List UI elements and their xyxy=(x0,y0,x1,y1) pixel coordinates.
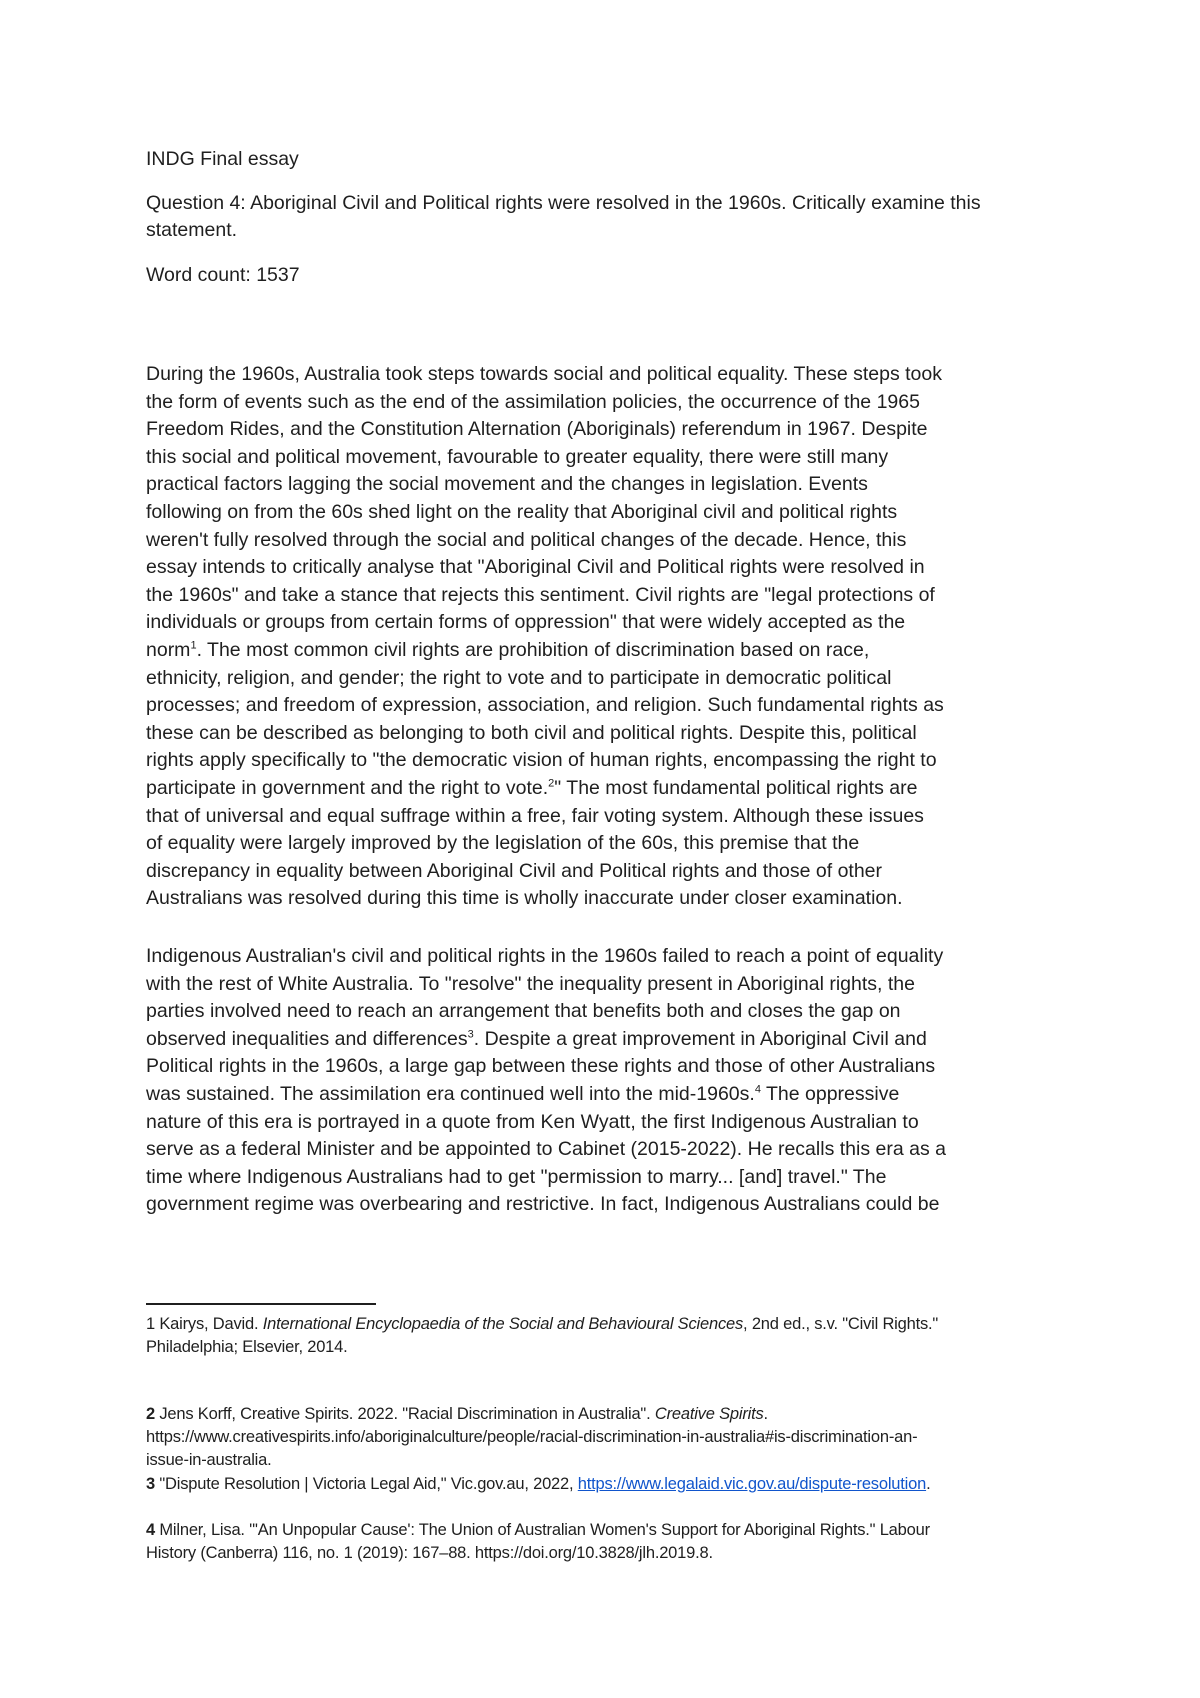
text-line: Freedom Rides, and the Constitution Alternation (Aboriginals) referendum in 1967. Despite xyxy=(146,418,928,441)
footnote-number: 4 xyxy=(146,1521,155,1539)
text-segment: The oppressive xyxy=(760,1082,900,1105)
text-line: essay intends to critically analyse that "Aboriginal Civil and Political rights were resolved in xyxy=(146,556,925,579)
footnote-line: Philadelphia; Elsevier, 2014. xyxy=(146,1338,348,1356)
text-segment: " The most fundamental political rights are xyxy=(554,776,918,799)
footnote-text: Jens Korff, Creative Spirits. 2022. "Racial Discrimination in Australia". xyxy=(154,1405,655,1423)
text-line xyxy=(146,1026,1076,1054)
footnote-3 xyxy=(146,1473,1076,1496)
footnote-text: . xyxy=(763,1405,768,1423)
text-segment: observed inequalities and differences xyxy=(146,1027,468,1050)
footnote-2 xyxy=(146,1403,1076,1472)
footnote-text: , 2nd ed., s.v. "Civil Rights." xyxy=(743,1315,939,1333)
footnote-ref-4[interactable]: 4 xyxy=(754,1083,761,1096)
footnote-link[interactable]: https://www.legalaid.vic.gov.au/dispute-resolution xyxy=(577,1475,927,1493)
text-line: rights apply specifically to "the democratic vision of human rights, encompassing the right to xyxy=(146,749,937,772)
text-line xyxy=(146,637,1076,665)
footnote-text: "Dispute Resolution | Victoria Legal Aid," Vic.gov.au, 2022, xyxy=(154,1475,578,1493)
text-line xyxy=(146,775,1076,803)
text-line: Australians was resolved during this time is wholly inaccurate under closer examination. xyxy=(146,887,903,910)
text-segment: . Despite a great improvement in Aboriginal Civil and xyxy=(473,1027,927,1050)
text-line: weren't fully resolved through the social and political changes of the decade. Hence, this xyxy=(146,528,907,551)
footnote-line: History (Canberra) 116, no. 1 (2019): 167–88. https://doi.org/10.3828/jlh.2019.8. xyxy=(146,1544,713,1562)
footnote-line xyxy=(146,1313,1076,1336)
footnote-text: Milner, Lisa. "'An Unpopular Cause': The Union of Australian Women's Support for Aboriginal Rights." Labour xyxy=(154,1521,930,1539)
word-count: Word count: 1537 xyxy=(146,264,300,286)
body-paragraph-2 xyxy=(146,943,1076,1219)
footnote-ref-3[interactable]: 3 xyxy=(467,1028,474,1041)
footnote-4 xyxy=(146,1519,1076,1565)
text-line: During the 1960s, Australia took steps towards social and political equality. These steps took xyxy=(146,363,942,385)
text-line: government regime was overbearing and restrictive. In fact, Indigenous Australians could be xyxy=(146,1193,940,1216)
footnote-title: International Encyclopaedia of the Social and Behavioural Sciences xyxy=(262,1315,744,1333)
text-line: time where Indigenous Australians had to get "permission to marry... [and] travel." The xyxy=(146,1165,887,1188)
essay-title: INDG Final essay xyxy=(146,148,299,170)
footnote-1 xyxy=(146,1313,1076,1359)
text-segment: . The most common civil rights are prohibition of discrimination based on race, xyxy=(196,638,870,661)
footnote-line xyxy=(146,1519,1076,1542)
footnote-separator xyxy=(146,1303,376,1305)
text-line: this social and political movement, favourable to greater equality, there were still many xyxy=(146,445,889,468)
text-line: Indigenous Australian's civil and political rights in the 1960s failed to reach a point of equality xyxy=(146,945,944,967)
text-line xyxy=(146,1081,1076,1109)
text-line: ethnicity, religion, and gender; the right to vote and to participate in democratic political xyxy=(146,666,892,689)
body-paragraph-1 xyxy=(146,361,1076,913)
text-line: Political rights in the 1960s, a large gap between these rights and those of other Australians xyxy=(146,1055,936,1078)
text-line: serve as a federal Minister and be appointed to Cabinet (2015-2022). He recalls this era as a xyxy=(146,1138,946,1161)
essay-question: Question 4: Aboriginal Civil and Political rights were resolved in the 1960s. Critically examine this statement. xyxy=(146,192,981,241)
text-line: the form of events such as the end of the assimilation policies, the occurrence of the 1965 xyxy=(146,390,920,413)
text-line: nature of this era is portrayed in a quote from Ken Wyatt, the first Indigenous Australian to xyxy=(146,1110,919,1133)
text-line: these can be described as belonging to both civil and political rights. Despite this, political xyxy=(146,721,917,744)
footnote-line xyxy=(146,1473,1076,1496)
text-line: following on from the 60s shed light on the reality that Aboriginal civil and political rights xyxy=(146,500,898,523)
text-line: with the rest of White Australia. To "resolve" the inequality present in Aboriginal rights, the xyxy=(146,972,915,995)
text-line: practical factors lagging the social movement and the changes in legislation. Events xyxy=(146,473,868,496)
text-segment: participate in government and the right to vote. xyxy=(146,776,549,799)
text-line: discrepancy in equality between Aboriginal Civil and Political rights and those of other xyxy=(146,859,883,882)
text-line: of equality were largely improved by the legislation of the 60s, this premise that the xyxy=(146,832,860,855)
footnote-line: issue-in-australia. xyxy=(146,1451,272,1469)
text-segment: was sustained. The assimilation era continued well into the mid-1960s. xyxy=(146,1082,755,1105)
text-line: the 1960s" and take a stance that rejects this sentiment. Civil rights are "legal protections of xyxy=(146,583,935,606)
footnote-line xyxy=(146,1403,1076,1426)
footnote-ref-2[interactable]: 2 xyxy=(548,777,555,790)
footnote-title: Creative Spirits xyxy=(654,1405,764,1423)
footnote-ref-1[interactable]: 1 xyxy=(190,639,197,652)
text-line: processes; and freedom of expression, association, and religion. Such fundamental rights as xyxy=(146,694,944,717)
footnote-number: 2 xyxy=(146,1405,155,1423)
text-segment: norm xyxy=(146,638,191,661)
text-line: parties involved need to reach an arrangement that benefits both and closes the gap on xyxy=(146,1000,901,1023)
text-line: individuals or groups from certain forms of oppression" that were widely accepted as the xyxy=(146,611,906,634)
text-line: that of universal and equal suffrage within a free, fair voting system. Although these issues xyxy=(146,804,924,827)
footnote-text: . xyxy=(926,1475,931,1493)
footnote-number: 3 xyxy=(146,1475,155,1493)
footnote-line: https://www.creativespirits.info/aboriginalculture/people/racial-discrimination-in-australia#is-discrimination-an- xyxy=(146,1428,918,1446)
footnote-text: Kairys, David. xyxy=(159,1315,263,1333)
footnote-number: 1 xyxy=(146,1315,155,1333)
